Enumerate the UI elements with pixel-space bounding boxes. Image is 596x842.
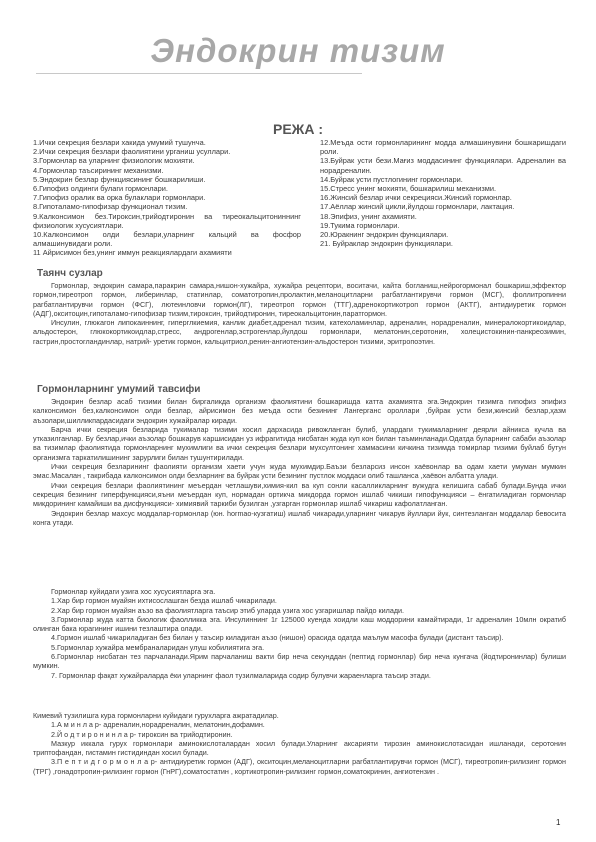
paragraph: 3.П е п т и д г о р м о н л а р- антидиуретик гормон (АДГ), окситоцин,меланоцитларни рагбатлантирувчи гормон (МСГ), тиреотропин-рилизинг гормон (ТРГ) ,гонадотропин-рилизинг гормон (ГнРГ),соматостатин , кортикотропин-рилизинг гормон,соматокринин, ангиотензин .	[33, 757, 566, 776]
plan-item: 9.Калконсимон без.Тироксин,трийодтиронин ва тиреокальцитониннинг физиологик хусусиятлари.	[33, 211, 301, 230]
paragraph: Ички секреция безлари фаолиятининг меъердан четлашуви,химия-кил ва куп сонли касалликларнинг вужудга келишига сабаб булади.Бунда ички секреция безининг гиперфункцияси,яъни меъердан куп, нормадан ортикча микдорда гормон ишлаб чикиши гипофункцияси – ёнгатиладиган гормонлар микдорининг камайиши ва дисфункцияси- химиявий таркиби бузилган ,узгарган гормонлар ишлаб чикариш кафолатланган.	[33, 480, 566, 509]
plan-item: 14.Буйрак усти пустлогининг гормонлари.	[320, 174, 463, 184]
plan-list-left	[33, 138, 301, 258]
list-item: 1.Хар бир гормон муайян ихтисослашган безда ишлаб чикарилади.	[51, 596, 277, 606]
plan-item: 10.Калконсимон олди безлари,уларнинг кальций ва фосфор алмашинувидаги роли.	[33, 230, 301, 249]
plan-item: 21. Буйраклар эндокрин функциялари.	[320, 239, 453, 249]
plan-item: 15.Стресс унинг мохияти, бошкарилиш механизми.	[320, 184, 497, 194]
plan-item: 20.Юракнинг эндокрин функциялари.	[320, 230, 449, 240]
list-item: 6.Гормонлар нисбатан тез парчаланади.Ярим парчаланиш вакти бир неча секунддан (пептид гормонлар) бир неча кунгача (йодтиронинлар) булиши мумкин.	[33, 652, 566, 671]
keywords-block	[33, 281, 566, 346]
list-item: 3.Гормонлар жуда катта биологик фаолликка эга. Инсулиннинг 1г 125000 куенда хоидли каш моддорини камайтиради, 1г адреналин 10млн ократиб олинган бака юрагининг ишини тезлаштира олади.	[33, 614, 566, 634]
properties-block	[33, 587, 566, 680]
plan-item: 11 Айрисимон без,унинг иммун реакциялардаги ахамияти	[33, 248, 232, 258]
paragraph: Эндокрин безлар асаб тизими билан биргаликда организм фаолиятини бошкаришда катта ахамиятга эга.Эндокрин тизимга гипофиз эпифиз калконсимон без,калконсимон олди безлар, айрисимон без меъда ости безининг Лангерганс ороллари ,буйрак усти бези,жинсий безлар,ҳазм аъзолари,шилликпардасидаги эндокрин хужайралар киради.	[33, 397, 566, 425]
plan-item: 5.Эндокрин безлар функциясининг бошкарилиши.	[33, 174, 206, 184]
page-number: 1	[556, 818, 561, 827]
classification-block	[33, 711, 566, 776]
plan-heading: РЕЖА :	[273, 121, 323, 137]
plan-item: 17.Аёллар жинсий цикли,йулдош гормонлари, лактация.	[320, 202, 515, 212]
keywords-text-2: Инсулин, глюкагон липокаиннинг, гиперглкиемия, канлик диабет,адренал тизим, катехоламинлар, адреналин, норадреналин, минералокортикоидлар, альдостерон, глюкокортикоидлар,стресс, андрогенлар,эстрогенлар,йулдош гормонлари, мелатонин,серотонин, холецистокинин-панкреозимин, гастрин,простогландинлар, натрий- уретик гормон, кальцитриол,ренин-ангиотензин-альдостерон тизими, эритропоэтин.	[33, 318, 566, 346]
keywords-heading: Таянч сузлар	[37, 268, 103, 279]
plan-item: 3.Гормонлар ва уларнинг физиологик мохияти.	[33, 156, 195, 166]
page-title: Эндокрин тизим	[150, 32, 446, 69]
list-item: 1.А м и н л а р- адреналин,норадреналин, мелатонин,дофамин.	[51, 720, 265, 730]
plan-item: 2.Ички секреция безлари фаолиятини урганиш усуллари.	[33, 147, 231, 157]
plan-item: 16.Жинсий безлар ички секрецияси.Жинсий гормонлар.	[320, 193, 512, 203]
list-item: 2.Й о д т и р о н и н л а р- тироксин ва трийодтиронин.	[51, 729, 233, 739]
list-item: 4.Гормон ишлаб чикариладиган без билан у таъсир киладиган аъзо (нишон) орасида одатда маълум масофа булади (дистант таъсир).	[51, 633, 504, 643]
classification-intro: Кимевий тузилишга кура гормонларни куйидаги гурухларга ажратадилар.	[33, 711, 279, 720]
paragraph: Эндокрин безлар махсус моддалар-гормонлар (юн. hormao-кузгатиш) ишлаб чикаради,уларнинг чикарув йуллари йук, синтезланган моддалар бевосита конга утади.	[33, 508, 566, 527]
plan-item: 1.Ички секреция безлари хакида умумий тушунча.	[33, 138, 206, 147]
plan-item: 4.Гормонлар таъсирининг механизми.	[33, 165, 164, 175]
paragraph: Ички секреция безларининг фаолияти организм хаети учун жуда мухимдир.Баъзи безларсиз инсон хаёвонлар ва одам хаети умуман мумкин эмас.Масалан , такрибада калконсимон олди безларнинг ва буйрак усти безининг пустлок моддаси олиб ташланса ,хаёвон албатта улади.	[33, 462, 566, 481]
plan-item: 8.Гипоталамо-гипофизар функционал тизим.	[33, 202, 188, 212]
list-item: 2.Хар бир гормон муайян аъзо ва фаолиятларга таъсир этиб уларда узига хос узгаришлар пайдо килади.	[51, 605, 405, 615]
list-item: 7. Гормонлар фақат хужайраларда ёки уларнинг фаол тузилмаларида содир булувчи жараенларга таъсир этади.	[51, 670, 431, 680]
plan-item: 18.Эпифиз, унинг ахамияти.	[320, 211, 417, 221]
plan-list-right	[320, 138, 566, 248]
list-item: 5.Гормонлар хужайра мембраналаридан улуш кобилиятига эга.	[51, 642, 265, 652]
general-heading: Гормонларнинг умумий тавсифи	[37, 384, 201, 395]
title-divider	[36, 73, 362, 74]
plan-item: 6.Гипофиз олдинги булаги гормонлари.	[33, 184, 168, 194]
plan-item: 19.Тукима гормонлари.	[320, 220, 400, 230]
paragraph: Мазкур иккала гурух гормонлари аминокислоталардан хосил булади.Уларнинг аксарияти тирозин аминокислотасидан ишланади, серотонин триптофандан, гистамин гистидиндан хосил булади.	[33, 738, 566, 758]
paragraph: Барча ички секреция безларида тукималар тизими хосил дархасида ривожланган булиб, улардаги тукималарнинг деярли айникса кучла ва утказилганлар. Бу безлар,ички аъзолар бошкарув каршисидан уз ифрагитида нисбатан жуда куп кон билан таъминланади.Одатда буларнинг сабаби аъзолар ва тизимлар фаолиятида гормонларнинг мухимлиги ва ички секреция безлари мухсултонинг хаммасини кичкина тизимда томирлар тизими буйлаб бутун организмга таркатилишининг зарурлиги билан тушунтирилади.	[33, 424, 566, 462]
properties-intro: Гормонлар куйидаги узига хос хусусиятларга эга.	[51, 587, 216, 596]
plan-item: 13.Буйрак усти бези.Мағиз моддасининг функциялари. Адреналин ва норадреналин.	[320, 156, 566, 175]
plan-item: 7.Гипофиз оралик ва орка булаклари гормонлари.	[33, 193, 206, 203]
general-block	[33, 397, 566, 527]
keywords-text: Гормонлар, эндокрин самара,паракрин самара,нишон-хужайра, хужайра рецептори, воситачи, кайта богланиш,нейрогормонал бошкариш,эффектор гормон,тиреотроп гормон, либеринлар, статинлар, соматотропин,пролактин,меланоцитларни рагбатлантирувчи гормон (МСГ), фоллитропинни рагбатлантирувчи гормон (ФСГ), лютеинловчи гормон(ЛГ), тиреотроп гормон (ТТГ),адренокортикотроп гормон (АКТГ), антидиуретик гормон (АДГ),окситоцин,гипоталамо-гипофизар тизим,тироксин, трийодтиронин, тиреокальцитонин,паратгормон.	[33, 281, 566, 318]
plan-item: 12.Меъда ости гормонларининг модда алмашинувини бошкаришдаги роли.	[320, 138, 566, 157]
